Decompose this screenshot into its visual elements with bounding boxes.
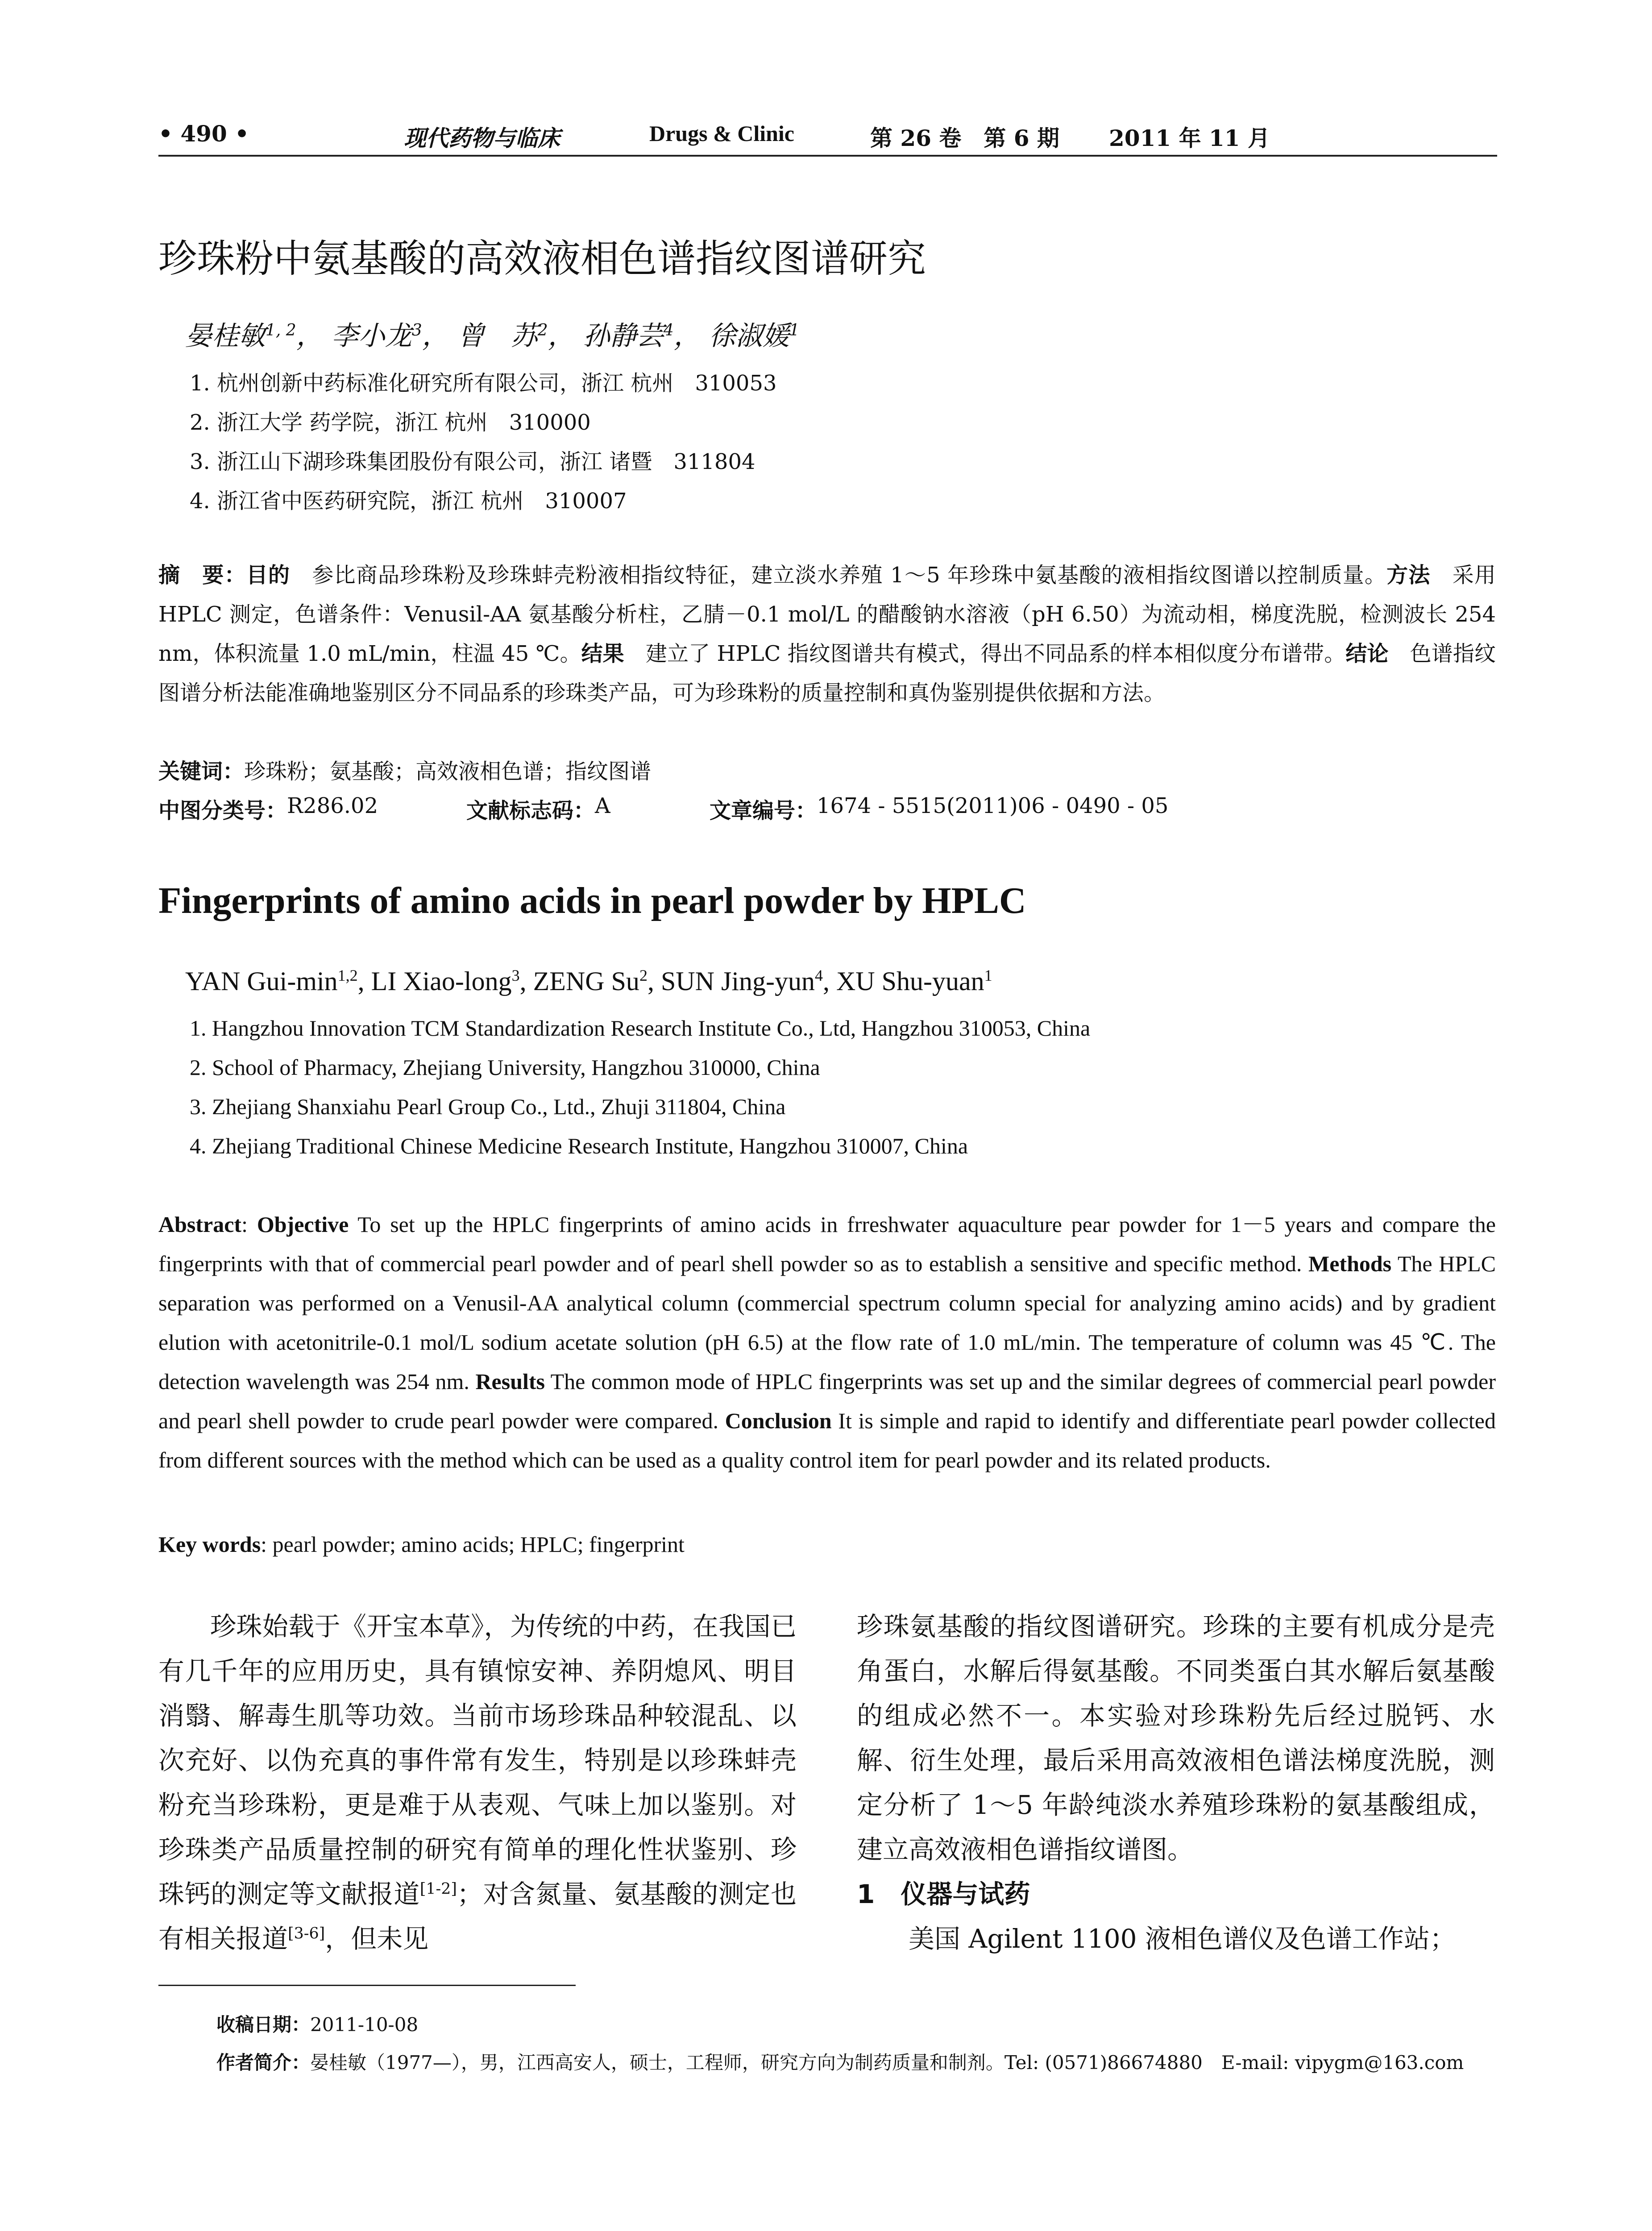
affiliation: 2. 浙江大学 药学院，浙江 杭州 310000 — [190, 410, 591, 435]
clc-value: R286.02 — [287, 793, 378, 818]
author: SUN Jing-yun — [660, 966, 815, 996]
author: LI Xiao-long — [371, 966, 512, 996]
footnote-rule — [158, 1985, 576, 1986]
body-column-right — [857, 1604, 1495, 1961]
en-affiliations — [190, 1008, 1090, 1165]
author-affil-sup: 2 — [537, 321, 548, 340]
conclusion-text: 色谱指纹图谱分析法能准确地鉴别区分不同品系的珍珠类产品，可为珍珠粉的质量控制和真伪鉴别提供依据和方法。 — [158, 641, 1496, 705]
citation-ref: [3-6] — [288, 1924, 325, 1943]
clc-label: 中图分类号： — [158, 798, 287, 823]
methods-text: The HPLC separation was performed on a Venusil-AA analytical column (commercial spectrum column special for analyzing amino acids) and by gradient elution with acetonitrile-0.1 mol/L sodium acetate solution (pH 6.5) at the flow rate of 1.0 mL/min. The temperature of column was 45 ℃. The detection wavelength was 254 nm. — [158, 1251, 1496, 1394]
body-paragraph — [158, 1604, 797, 1961]
author: 李小龙 — [331, 320, 412, 352]
received-label: 收稿日期： — [216, 2014, 311, 2036]
conclusion-label: 结论 — [1345, 641, 1389, 666]
affiliation: 3. 浙江山下湖珍珠集团股份有限公司，浙江 诸暨 311804 — [190, 449, 755, 474]
affiliation: 4. 浙江省中医药研究院，浙江 杭州 310007 — [190, 489, 627, 514]
article-number — [710, 793, 1169, 824]
received-value: 2011-10-08 — [310, 2014, 419, 2036]
author: 孙静芸 — [583, 320, 664, 352]
methods-label: 方法 — [1386, 563, 1431, 588]
body-text: ，但未见 — [325, 1924, 429, 1954]
objective-text: 参比商品珍珠粉及珍珠蚌壳粉液相指纹特征，建立淡水养殖 1～5 年珍珠中氨基酸的液相指纹图谱以控制质量。 — [290, 563, 1387, 588]
author: YAN Gui-min — [185, 966, 338, 996]
clc-code — [158, 793, 378, 824]
results-label: 结果 — [581, 641, 624, 666]
author-affil-sup: 1, 2 — [266, 321, 296, 340]
author-affil-sup: 4 — [814, 966, 823, 984]
author-affil-sup: 3 — [411, 321, 422, 340]
cn-title: 珍珠粉中氨基酸的高效液相色谱指纹图谱研究 — [158, 236, 926, 281]
section-heading: 1 仪器与试药 — [857, 1879, 1030, 1909]
article-no-value: 1674 - 5515(2011)06 - 0490 - 05 — [817, 793, 1169, 818]
results-label: Results — [475, 1369, 545, 1394]
author-affil-sup: 1 — [984, 966, 992, 984]
methods-label: Methods — [1308, 1251, 1392, 1276]
doc-code-label: 文献标志码： — [466, 798, 595, 823]
affiliation: 4. Zhejiang Traditional Chinese Medicine Research Institute, Hangzhou 310007, China — [190, 1133, 968, 1158]
methods-text: 采用 HPLC 测定，色谱条件：Venusil-AA 氨基酸分析柱，乙腈－0.1 mol/L 的醋酸钠水溶液（pH 6.50）为流动相，梯度洗脱，检测波长 254 nm，体积流量 1.0 mL/min，柱温 45 ℃。 — [158, 563, 1496, 666]
doc-code-value: A — [595, 793, 610, 818]
body-text: 珍珠始载于《开宝本草》，为传统的中药，在我国已有几千年的应用历史，具有镇惊安神、养阴熄风、明目消翳、解毒生肌等功效。当前市场珍珠品种较混乱、以次充好、以伪充真的事件常有发生，特别是以珍珠蚌壳粉充当珍珠粉，更是难于从表观、气味上加以鉴别。对珍珠类产品质量控制的研究有简单的理化性状鉴别、珍珠钙的测定等文献报道 — [158, 1611, 797, 1909]
issue-date: 2011 年 11 月 — [1109, 125, 1270, 151]
affiliation: 1. 杭州创新中药标准化研究所有限公司，浙江 杭州 310053 — [190, 371, 777, 396]
cn-affiliations — [190, 364, 777, 521]
affiliation: 1. Hangzhou Innovation TCM Standardization Research Institute Co., Ltd, Hangzhou 310053, China — [190, 1016, 1091, 1041]
author: 徐淑媛 — [709, 320, 789, 352]
results-text: 建立了 HPLC 指纹图谱共有模式，得出不同品系的样本相似度分布谱带。 — [624, 641, 1346, 666]
volume-issue: 第 26 卷 第 6 期 — [870, 125, 1059, 151]
journal-name-cn: 现代药物与临床 — [404, 125, 560, 151]
author-affil-sup: 4 — [663, 321, 674, 340]
body-column-left — [158, 1604, 797, 1961]
objective-label: 目的 — [246, 563, 291, 588]
received-date — [216, 2006, 1464, 2044]
citation-ref: [1-2] — [419, 1880, 457, 1898]
article-no-label: 文章编号： — [710, 798, 817, 823]
author-bio — [216, 2044, 1464, 2082]
author-affil-sup: 2 — [639, 966, 648, 984]
en-abstract: Abstract: Objective To set up the HPLC fingerprints of amino acids in frreshwater aquaculture pear powder for 1－5 years and compare the fingerprints with that of commercial pearl powder and of pearl shell powder so as to establish a sensitive and specific method. Methods The HPLC separation was performed on a Venusil-AA analytical column (commercial spectrum column special for analyzing amino acids) and by gradient elution with acetonitrile-0.1 mol/L sodium acetate solution (pH 6.5) at the flow rate of 1.0 mL/min. The temperature of column was 45 ℃. The detection wavelength was 254 nm. Results The common mode of HPLC fingerprints was set up and the similar degrees of commercial pearl powder and pearl shell powder to crude pearl powder were compared. Conclusion It is simple and rapid to identify and differentiate pearl powder collected from different sources with the method which can be used as a quality control item for pearl powder and its related products. — [158, 1212, 1496, 1472]
en-title: Fingerprints of amino acids in pearl powder by HPLC — [158, 880, 1026, 921]
body-paragraph: 珍珠氨基酸的指纹图谱研究。珍珠的主要有机成分是壳角蛋白，水解后得氨基酸。不同类蛋白其水解后氨基酸的组成必然不一。本实验对珍珠粉先后经过脱钙、水解、衍生处理，最后采用高效液相色谱法梯度洗脱，测定分析了 1～5 年龄纯淡水养殖珍珠粉的氨基酸组成，建立高效液相色谱指纹谱图。 — [857, 1611, 1495, 1865]
author: ZENG Su — [533, 966, 639, 996]
keywords-label: 关键词： — [158, 759, 245, 784]
author: 晏桂敏 — [185, 320, 266, 352]
affiliation: 2. School of Pharmacy, Zhejiang University, Hangzhou 310000, China — [190, 1055, 820, 1080]
body-paragraph: 美国 Agilent 1100 液相色谱仪及色谱工作站； — [909, 1924, 1456, 1954]
author-bio-text: 晏桂敏（1977—），男，江西高安人，硕士，工程师，研究方向为制药质量和制剂。Tel: (0571)86674880 E-mail: vipygm@163.com — [310, 2052, 1464, 2073]
abstract-label: 摘 要： — [158, 563, 246, 588]
keywords-label: Key words — [158, 1532, 261, 1557]
journal-name-en: Drugs & Clinic — [649, 121, 794, 146]
document-code — [466, 793, 610, 824]
objective-text: To set up the HPLC fingerprints of amino acids in frreshwater aquaculture pear powder for 1－5 years and compare the fingerprints with that of commercial pearl powder and of pearl shell powder so as to establish a sensitive and specific method. — [158, 1212, 1496, 1276]
keywords-text: pearl powder; amino acids; HPLC; fingerprint — [272, 1532, 685, 1557]
en-authors: YAN Gui-$\min^{1,2}$, LI Xiao-long$^3$, ZENG Su$^2$, SUN Jing-yun$^4$, XU Shu-yuan$^1$ — [185, 966, 992, 996]
conclusion-label: Conclusion — [725, 1408, 832, 1433]
objective-label: Objective — [257, 1212, 349, 1237]
en-keywords: Key words: pearl powder; amino acids; HPLC; fingerprint — [158, 1532, 685, 1557]
classification-line — [158, 793, 1497, 825]
conclusion-text: It is simple and rapid to identify and differentiate pearl powder collected from different sources with the method which can be used as a quality control item for pearl powder and its related products. — [158, 1408, 1496, 1472]
keywords-text: 珍珠粉；氨基酸；高效液相色谱；指纹图谱 — [244, 759, 652, 784]
author: 曾 苏 — [457, 320, 538, 352]
author-affil-sup: 1 — [789, 321, 800, 340]
affiliation: 3. Zhejiang Shanxiahu Pearl Group Co., Ltd., Zhuji 311804, China — [190, 1094, 786, 1119]
abstract-label: Abstract — [158, 1212, 242, 1237]
page-number: • 490 • — [158, 120, 249, 147]
cn-keywords — [158, 754, 651, 785]
author-affil-sup: 3 — [511, 966, 520, 984]
body-text: ；对含氮量、氨基酸的测定也有相关报道 — [158, 1879, 797, 1954]
author: XU Shu-yuan — [836, 966, 984, 996]
author-bio-label: 作者简介： — [216, 2052, 311, 2073]
author-affil-sup: 1,2 — [337, 966, 358, 984]
cn-abstract — [158, 556, 1496, 713]
running-header — [158, 120, 1497, 156]
results-text: The common mode of HPLC fingerprints was set up and the similar degrees of commercial pearl powder and pearl shell powder to crude pearl powder were compared. — [158, 1369, 1496, 1433]
footnotes — [216, 2006, 1464, 2082]
header-rule — [158, 155, 1497, 157]
cn-authors: 晏桂敏$^{1, 2}$， 李小龙$^3$， 曾 苏$^2$， 孙静芸$^4$， 徐淑媛$^1$ — [185, 320, 800, 352]
